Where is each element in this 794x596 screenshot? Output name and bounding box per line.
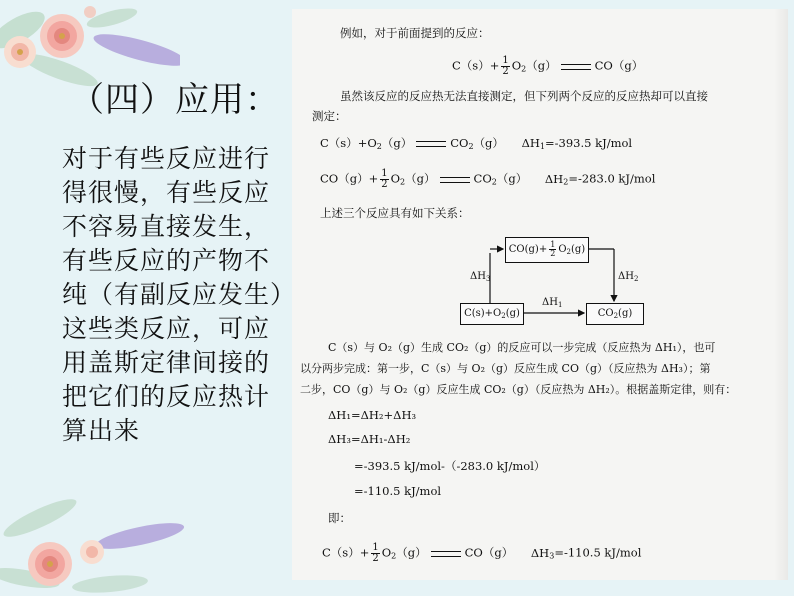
eq1-right-state: （g） <box>473 136 504 150</box>
calc-line-4: =-110.5 kJ/mol <box>354 484 442 498</box>
eq1-left-sub: 2 <box>376 142 382 151</box>
eq3-dh: ΔH <box>530 545 550 560</box>
equation-2 <box>320 169 655 190</box>
right-box-sub: 2 <box>613 312 619 320</box>
eq3-o: O <box>381 545 392 560</box>
slide-body-text: 对于有些反应进行得很慢，有些反应不容易直接发生，有些反应的产物不纯（有副反应发生）这些类反应，可应用盖斯定律间接的把它们的反应热计算出来 <box>62 144 284 445</box>
top-box-o: O <box>558 244 567 255</box>
paragraph-1-line-2: 测定： <box>312 109 347 123</box>
paragraph-2-line-2: 以分两步完成：第一步，C（s）与 O₂（g）反应生成 CO（g）（反应热为 ΔH₃）；第 <box>300 362 711 375</box>
scan-edge-shadow <box>774 9 788 580</box>
frac-num: 1 <box>381 168 388 179</box>
top-box-o-sub: 2 <box>566 248 571 256</box>
eq2-o-sub: 2 <box>400 177 406 187</box>
eq0-left: C（s）+ <box>452 58 500 73</box>
eq1-dh-value: =-393.5 kJ/mol <box>545 136 633 150</box>
left-box-state: (g) <box>505 308 520 319</box>
equation-1 <box>320 135 632 151</box>
eq2-right: CO <box>473 171 492 186</box>
equals-sign <box>416 141 446 147</box>
equation-result <box>322 543 641 564</box>
eq2-o: O <box>390 171 401 186</box>
eq1-left: C（s）+O <box>320 136 377 150</box>
eq1-dh-sub: 1 <box>539 142 546 151</box>
paragraph-1-line-1: 虽然该反应的反应热无法直接测定，但下列两个反应的反应热却可以直接 <box>340 89 708 103</box>
eq1-left-state: （g） <box>381 136 413 150</box>
eq3-o-state: （g） <box>396 545 427 560</box>
calc-line-3: =-393.5 kJ/mol-（-283.0 kJ/mol） <box>354 459 546 473</box>
label-dh2-text: ΔH <box>618 271 634 282</box>
label-dh1-sub: 1 <box>557 301 563 309</box>
eq1-dh: ΔH <box>521 136 540 150</box>
eq0-o: O <box>511 58 522 73</box>
eq3-dh-value: =-110.5 kJ/mol <box>554 545 642 560</box>
frac-den: 2 <box>372 553 379 564</box>
frac-den: 2 <box>502 66 509 77</box>
fraction-half <box>380 169 388 190</box>
eq3-left: C（s）+ <box>322 545 370 560</box>
eq2-dh-sub: 2 <box>563 177 569 187</box>
frac-den: 2 <box>550 249 556 258</box>
top-box-state: (g) <box>570 244 586 255</box>
label-dh2-sub: 2 <box>633 275 639 283</box>
eq0-o-state: （g） <box>526 58 557 73</box>
eq0-right: CO（g） <box>594 58 644 73</box>
frac-num: 1 <box>372 542 379 553</box>
eq0-o-sub: 2 <box>521 64 527 74</box>
label-dh3 <box>470 271 490 283</box>
textbook-scan-image <box>292 9 788 580</box>
calc-line-1: ΔH₁=ΔH₂+ΔH₃ <box>328 408 417 422</box>
equals-sign <box>561 64 591 70</box>
ji-label: 即： <box>328 511 351 525</box>
eq1-right-sub: 2 <box>468 142 474 151</box>
paragraph-2-line-3: 二步，CO（g）与 O₂（g）反应生成 CO₂（g）（反应热为 ΔH₂）。根据盖斯定律，则有： <box>300 383 737 396</box>
eq2-right-sub: 2 <box>491 177 497 187</box>
fraction-half <box>371 543 379 564</box>
left-box-sub: 2 <box>501 312 506 320</box>
eq2-o-state: （g） <box>405 171 436 186</box>
relation-intro: 上述三个反应具有如下关系： <box>320 206 470 220</box>
eq3-right: CO（g） <box>464 545 514 560</box>
eq2-dh: ΔH <box>544 171 564 186</box>
eq3-o-sub: 2 <box>391 551 397 561</box>
equals-sign <box>440 177 470 183</box>
floral-decoration-bottom-left <box>0 488 190 596</box>
frac-den: 2 <box>381 179 388 190</box>
eq2-dh-value: =-283.0 kJ/mol <box>568 171 656 186</box>
label-dh1-text: ΔH <box>542 297 558 308</box>
right-box-state: (g) <box>618 308 633 319</box>
hess-cycle-diagram <box>452 231 662 333</box>
label-dh3-text: ΔH <box>470 271 486 282</box>
equation-target <box>452 56 643 77</box>
eq1-right: CO <box>450 136 469 150</box>
label-dh2 <box>618 271 638 283</box>
paragraph-2-line-1: C（s）与 O₂（g）生成 CO₂（g）的反应可以一步完成（反应热为 ΔH₁），也可 <box>328 341 716 354</box>
scan-intro: 例如，对于前面提到的反应： <box>340 26 490 40</box>
equals-sign <box>431 551 461 557</box>
eq3-dh-sub: 3 <box>549 551 555 561</box>
page-title: （四）应用： <box>70 80 280 120</box>
label-dh3-sub: 3 <box>485 275 491 283</box>
top-box-text: CO(g)+ <box>508 244 548 255</box>
frac-num: 1 <box>550 240 556 249</box>
calc-line-2: ΔH₃=ΔH₁-ΔH₂ <box>328 432 411 446</box>
right-box-text: CO <box>597 308 614 319</box>
left-box-text: C(s)+O <box>464 308 502 319</box>
frac-num: 1 <box>502 55 509 66</box>
label-dh1 <box>542 297 562 309</box>
fraction-half <box>501 56 509 77</box>
eq2-right-state: （g） <box>496 171 528 186</box>
eq2-left: CO（g）+ <box>320 171 379 186</box>
